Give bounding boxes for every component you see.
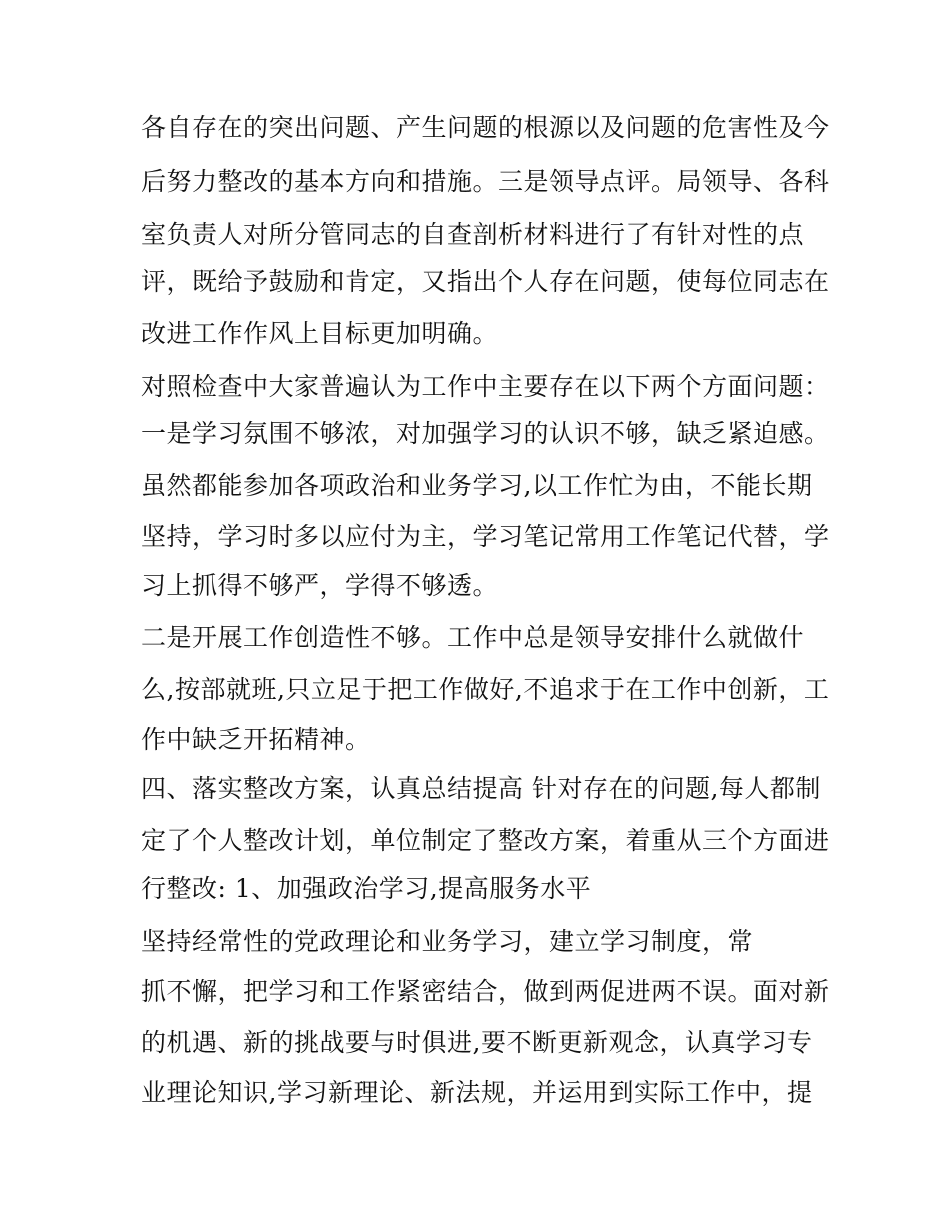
text-line: 评，既给予鼓励和肯定，又指出个人存在问题，使每位同志在 xyxy=(141,267,830,296)
text-line: 作中缺乏开拓精神。 xyxy=(141,725,371,754)
text-line: 四、落实整改方案，认真总结提高 针对存在的问题,每人都制 xyxy=(141,774,821,803)
text-line: 的机遇、新的挑战要与时俱进,要不断更新观念，认真学习专 xyxy=(141,1028,813,1057)
text-line: 各自存在的突出问题、产生问题的根源以及问题的危害性及今 xyxy=(141,113,830,142)
text-line: 习上抓得不够严，学得不够透。 xyxy=(141,571,499,600)
text-line: 抓不懈，把学习和工作紧密结合，做到两促进两不误。面对新 xyxy=(141,977,830,1006)
text-line: 室负责人对所分管同志的自查剖析材料进行了有针对性的点 xyxy=(141,220,805,249)
text-line: 一是学习氛围不够浓，对加强学习的认识不够，缺乏紧迫感。 xyxy=(141,419,830,448)
text-line: 业理论知识,学习新理论、新法规，并运用到实际工作中，提 xyxy=(141,1078,813,1107)
text-line: 后努力整改的基本方向和措施。三是领导点评。局领导、各科 xyxy=(141,167,830,196)
text-line: 定了个人整改计划，单位制定了整改方案，着重从三个方面进 xyxy=(141,826,830,855)
text-line: 坚持，学习时多以应付为主，学习笔记常用工作笔记代替，学 xyxy=(141,522,830,551)
text-line: 坚持经常性的党政理论和业务学习，建立学习制度，常 xyxy=(141,927,754,956)
text-line: 改进工作作风上目标更加明确。 xyxy=(141,319,499,348)
text-line: 对照检查中大家普遍认为工作中主要存在以下两个方面问题： xyxy=(141,372,830,401)
text-line: 二是开展工作创造性不够。工作中总是领导安排什么就做什 xyxy=(141,623,805,652)
text-line: 虽然都能参加各项政治和业务学习,以工作忙为由，不能长期 xyxy=(141,471,813,500)
text-line: 么,按部就班,只立足于把工作做好,不追求于在工作中创新，工 xyxy=(141,675,830,704)
text-line: 行整改: 1、加强政治学习,提高服务水平 xyxy=(141,874,592,903)
